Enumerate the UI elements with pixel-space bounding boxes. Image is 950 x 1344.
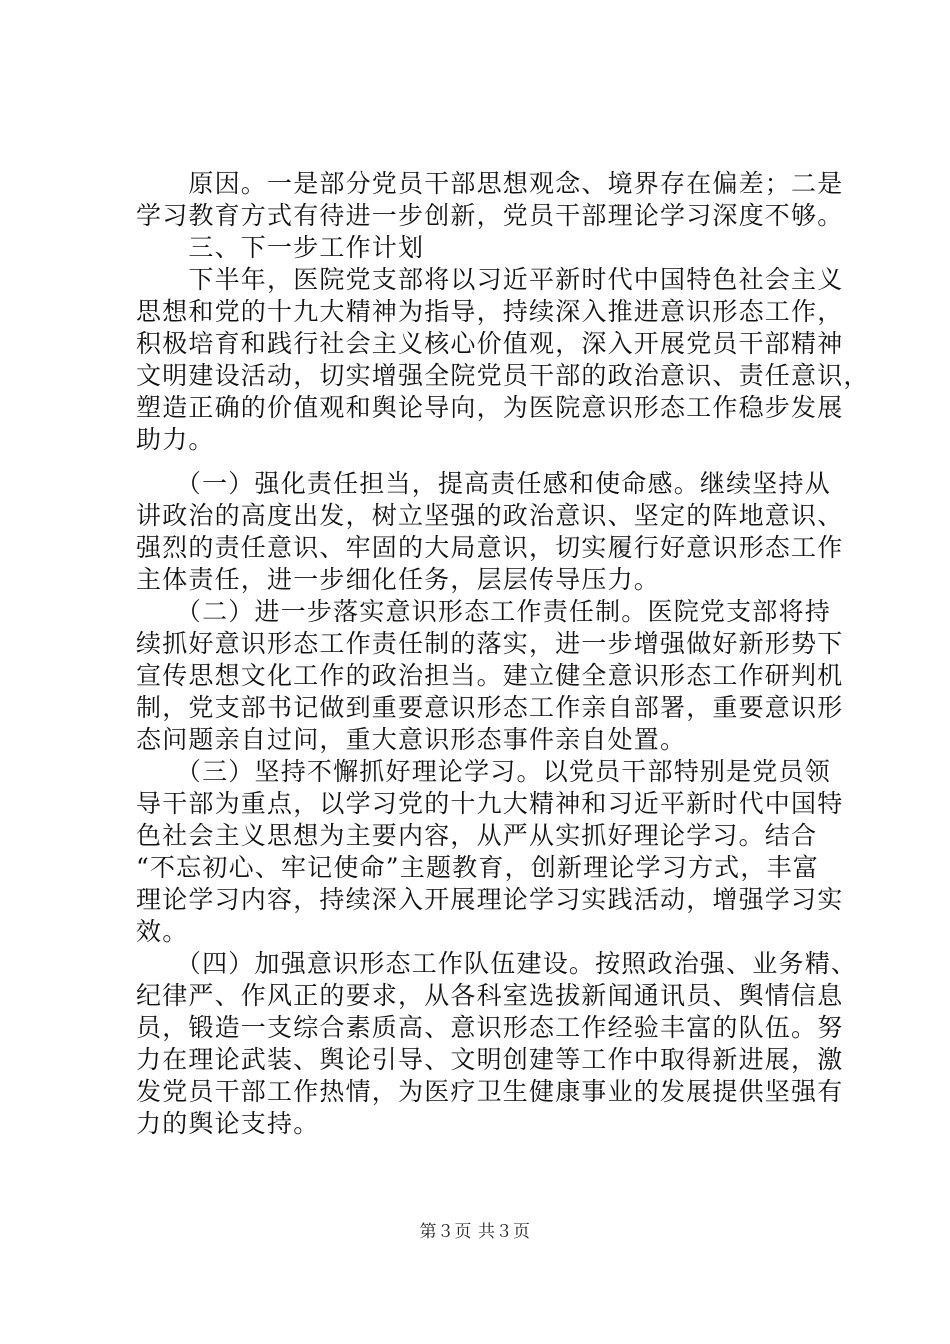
document-body [136, 168, 870, 1140]
body-line: 文明建设活动，切实增强全院党员干部的政治意识、责任意识， [136, 361, 870, 390]
body-line: （二）进一步落实意识形态工作责任制。医院党支部将持 [136, 597, 831, 626]
body-line: 员，锻造一支综合素质高、意识形态工作经验丰富的队伍。努 [136, 1013, 844, 1042]
body-line: 制，党支部书记做到重要意识形态工作亲自部署，重要意识形 [136, 693, 844, 722]
body-line: 导干部为重点，以学习党的十九大精神和习近平新时代中国特 [136, 789, 844, 818]
body-line: 纪律严、作风正的要求，从各科室选拔新闻通讯员、舆情信息 [136, 981, 844, 1010]
page-number-footer: 第３页 共３页 [419, 1222, 531, 1242]
body-line: 积极培育和践行社会主义核心价值观，深入开展党员干部精神 [136, 329, 844, 358]
body-line: 理论学习内容，持续深入开展理论学习实践活动，增强学习实 [136, 885, 844, 914]
body-line: 助力。 [136, 425, 215, 454]
section-heading: 三、下一步工作计划 [136, 233, 425, 262]
body-line: 态问题亲自过问，重大意识形态事件亲自处置。 [136, 725, 687, 754]
body-line: 色社会主义思想为主要内容，从严从实抓好理论学习。结合 [136, 821, 818, 850]
body-line: 强烈的责任意识、牢固的大局意识，切实履行好意识形态工作 [136, 533, 844, 562]
body-line: 下半年，医院党支部将以习近平新时代中国特色社会主义 [136, 265, 844, 294]
body-line: （四）加强意识形态工作队伍建设。按照政治强、业务精、 [136, 949, 858, 978]
body-line: 发党员干部工作热情，为医疗卫生健康事业的发展提供坚强有 [136, 1077, 844, 1106]
body-line: 宣传思想文化工作的政治担当。建立健全意识形态工作研判机 [136, 661, 844, 690]
body-line: 塑造正确的价值观和舆论导向，为医院意识形态工作稳步发展 [136, 393, 844, 422]
body-line: （一）强化责任担当，提高责任感和使命感。继续坚持从 [136, 469, 831, 498]
body-line: 原因。一是部分党员干部思想观念、境界存在偏差；二是 [136, 169, 844, 198]
body-line: 续抓好意识形态工作责任制的落实，进一步增强做好新形势下 [136, 629, 844, 658]
body-line: （三）坚持不懈抓好理论学习。以党员干部特别是党员领 [136, 757, 831, 786]
body-line: 效。 [136, 917, 189, 946]
body-line: 力的舆论支持。 [136, 1109, 320, 1138]
body-line: 思想和党的十九大精神为指导，持续深入推进意识形态工作， [136, 297, 844, 326]
body-line: 主体责任，进一步细化任务，层层传导压力。 [136, 565, 661, 594]
body-line: “不忘初心、牢记使命”主题教育，创新理论学习方式，丰富 [136, 853, 819, 882]
body-line: 学习教育方式有待进一步创新，党员干部理论学习深度不够。 [136, 201, 844, 230]
body-line: 讲政治的高度出发，树立坚强的政治意识、坚定的阵地意识、 [136, 501, 844, 530]
body-line: 力在理论武装、舆论引导、文明创建等工作中取得新进展，激 [136, 1045, 844, 1074]
